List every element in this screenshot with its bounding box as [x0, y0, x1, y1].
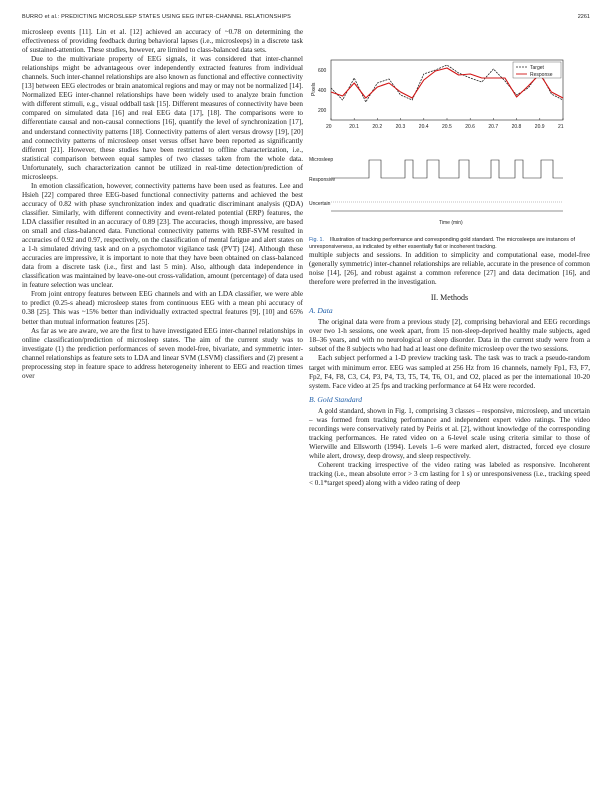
- x-tick-label: 20.7: [488, 124, 499, 130]
- y-axis-label: Pixels: [311, 82, 317, 96]
- y-tick-label: 600: [318, 68, 327, 74]
- paragraph: In emotion classification, however, connectivity patterns have been used as features. Lee and Hsieh [22] compared three EEG-based functional connectivity patterns and achieved the best accuracy of 0.82 with phase synchronization index and quadratic discriminant analysis (QDA) classifier. Similarly, with different connectivity and event-related potential (ERP) features, the LDA classifier resulted in an accuracy of 0.89 [23]. The accuracies, though impressive, are based on small and class-balanced data. Functional connectivity patterns with RBF-SVM resulted in accuracies of 0.92 and 0.97, respectively, on the classification of mental fatigue and alert states on a 1-h simulated driving task and on a psychomotor vigilance task (PVT) [24]. Although these accuracies are impressive, it is important to note that they have been obtained on class-balanced data from a discrete task (i.e., first and last 5 min). Also, although data independence in classification was maintained by leave-one-out cross-validation, amount (percentage) of data used in feature selection was unclear.: [22, 181, 303, 290]
- caption-text: Illustration of tracking performance and corresponding gold standard. The microsleeps are instances of unresponsiveness, as indicated by either essentially flat or incoherent tracking.: [309, 237, 575, 250]
- paragraph: The original data were from a previous study [2], comprising behavioral and EEG recordings over two 1-h sessions, one week apart, from 15 non-sleep-deprived healthy male subjects, aged 18–36 years, and with no neurological or sleep disorder. Data in the current study were from a subset of the 8 subjects who had had at least one definite microsleep over the two sessions.: [309, 318, 590, 354]
- left-column: [22, 28, 303, 381]
- figure-1: [309, 56, 590, 230]
- x-tick-label: 20.6: [465, 124, 475, 130]
- x-tick-label: 20.2: [372, 124, 383, 130]
- running-header: BURRO et al.: PREDICTING MICROSLEEP STATES USING EEG INTER-CHANNEL RELATIONSHIPS: [22, 14, 292, 20]
- x-tick-label: 20.3: [395, 124, 406, 130]
- paragraph: Each subject performed a 1-D preview tracking task. The task was to track a pseudo-random target with minimum error. EEG was sampled at 256 Hz from 16 channels, namely Fp1, F3, F7, Fp2, F4, F8, C3, C4, P3, P4, T3, T5, T4, T6, O1, and O2, placed as per the international 10-20 system. Face video at 25 fps and tracking performance at 64 Hz were recorded.: [309, 354, 590, 390]
- state-label-microsleep: Microsleep: [309, 157, 334, 163]
- paragraph: As far as we are aware, we are the first to have investigated EEG inter-channel relationships in online classification/prediction of microsleep states. The aim of the current study was to investigate (1) the prediction performances of seven model-free, bivariate, and symmetric inter-channel relationships as feature sets to LDA and linear SVM (LSVM) classifiers and (2) present a preprocessing step in feature space to address heterogeneity inherent to EEG and reaction times over: [22, 326, 303, 380]
- figure-caption: [309, 237, 590, 251]
- x-tick-label: 20.5: [442, 124, 452, 130]
- section-heading: II. Methods: [430, 293, 469, 303]
- paragraph: multiple subjects and sessions. In addition to simplicity and computational ease, model-free (generally symmetric) inter-channel relationships are reliable, accurate in the presence of common noise [14], [26], and robust against a common reference [27] and data decimation [16], and therefore were preferred in the investigation.: [309, 251, 590, 287]
- x-axis-label: Time (min): [439, 220, 463, 226]
- paragraph: From joint entropy features between EEG channels and with an LDA classifier, we were able to predict (0.25-s ahead) microsleep states from continuous EEG with a mean phi accuracy of 0.38 [25]. This was ~15% better than individually extracted spectral features [9], [10] and 65% better than mutual information features [25].: [22, 290, 303, 326]
- x-tick-label: 20.9: [534, 124, 545, 130]
- x-tick-label: 21: [558, 124, 564, 130]
- paragraph: A gold standard, shown in Fig. 1, comprising 3 classes – responsive, microsleep, and uncertain – was formed from tracking performance and independent expert video ratings. The video recordings were conservatively rated by Peiris et al. [2], without knowledge of the corresponding tracking performances. He rated video on a 6-level scale using criteria similar to those of Wierwille and Ellsworth (1994). Levels 1–6 were marked alert, distracted, forced eye closure while alert, drowsy, deep drowsy, and sleep respectively.: [309, 406, 590, 460]
- legend: [513, 62, 561, 78]
- tracking-figure-svg: [309, 56, 590, 230]
- page-number: 2261: [577, 14, 590, 20]
- x-tick-label: 20: [326, 124, 332, 130]
- x-tick-label: 20.4: [418, 124, 429, 130]
- caption-label: Fig. 1.: [309, 237, 324, 243]
- legend-label-target: Target: [530, 65, 544, 71]
- x-tick-label: 20.8: [511, 124, 522, 130]
- subsection-heading-data: A. Data: [309, 306, 333, 316]
- state-label-uncertain: Uncertain: [309, 201, 331, 207]
- y-tick-label: 200: [318, 108, 327, 114]
- state-label-responsive: Responsive: [309, 177, 336, 183]
- y-tick-label: 400: [318, 88, 327, 94]
- paragraph: Coherent tracking irrespective of the video rating was labeled as responsive. Incoherent tracking (i.e., mean absolute error > 3 cm lasting for 1 s) or unresponsiveness (i.e., tracking speed < 0.1*target speed) along with a video rating of deep: [309, 460, 590, 488]
- paragraph: Due to the multivariate property of EEG signals, it was considered that inter-channel relationships might be advantageous over independently extracted features from individual channels. Such inter-channel relationships are also known as functional and effective connectivity [13] between EEG electrodes or brain anatomical regions and may or may not be normalized [14]. Normalized EEG inter-channel relationships have been widely used to analyze brain function with different stimuli, e.g., visual oddball task [15]. Different measures of connectivity have been compared on simulated data [16] and real EEG data [17], [18]. The comparisons were to differentiate causal and non-causal connections [16], quantify the level of synchronization [17], and understand connectivity patterns [18]. Connectivity patterns of alert versus drowsy [19], [20] and connectivity patterns of microsleep onset versus offset have been reported as significantly different [21]. However, these studies have been restricted to offline characterization, i.e., statistical comparison between equal samples of two classes taken from the whole data. Unfortunately, such characterization cannot be utilized in real-time detection/prediction of microsleeps.: [22, 55, 303, 181]
- x-tick-label: 20.1: [349, 124, 359, 130]
- legend-label-response: Response: [530, 72, 553, 78]
- right-column: [309, 251, 590, 488]
- paragraph: microsleep events [11]. Lin et al. [12] achieved an accuracy of ~0.78 on determining the effectiveness of providing feedback during behavioral lapses (i.e., microsleeps) in a discrete task of sustained-attention. These studies, however, are limited to class-balanced data sets.: [22, 28, 303, 55]
- subsection-heading-gold-standard: B. Gold Standard: [309, 394, 363, 404]
- y-ticks: [318, 68, 327, 114]
- state-trace: [331, 160, 563, 178]
